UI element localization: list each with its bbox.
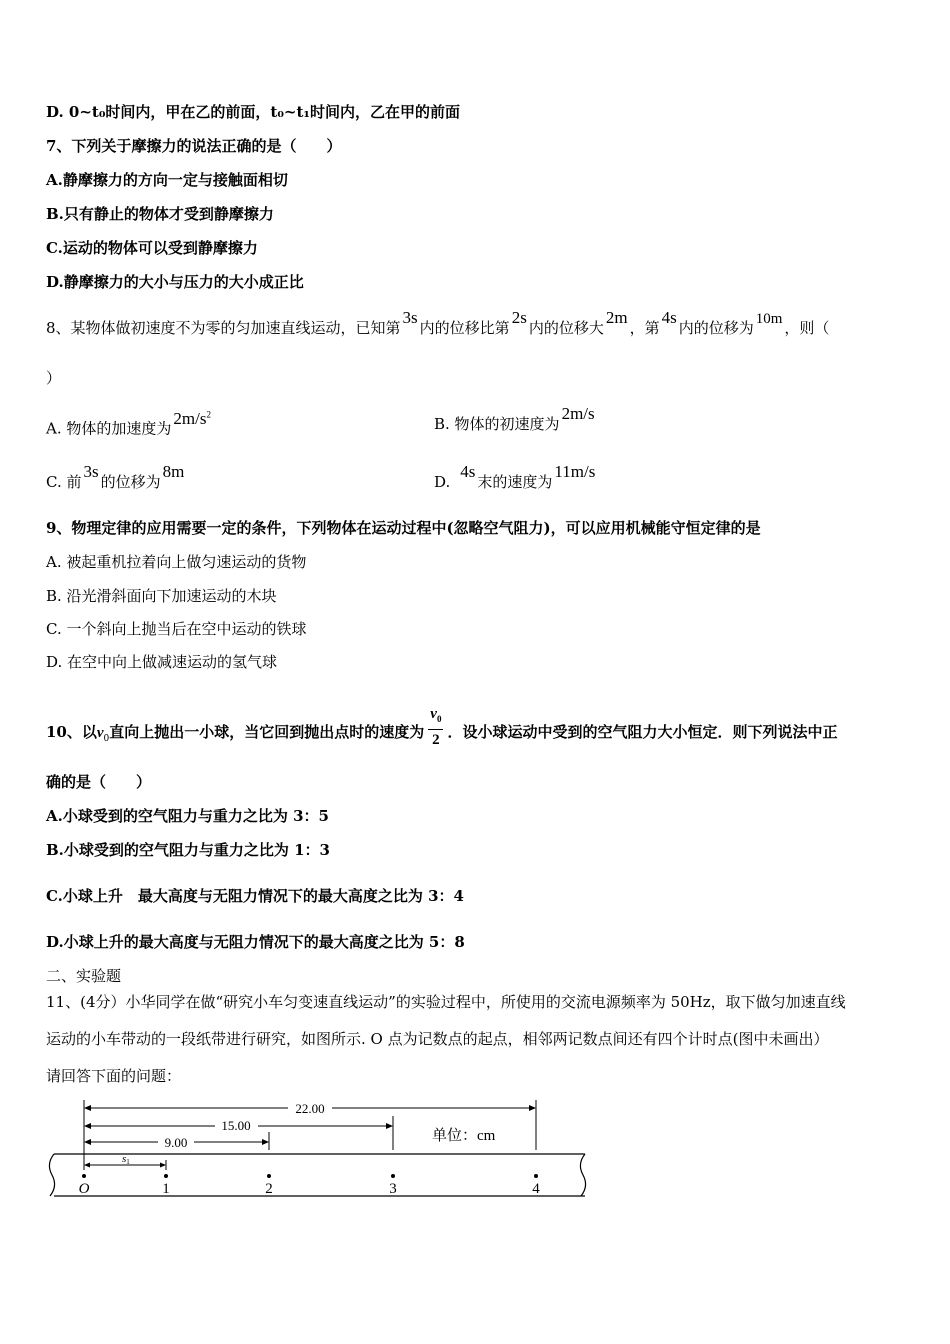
q9-option-b: B. 沿光滑斜面向下加速运动的木块 — [46, 587, 277, 605]
q10-option-b: B.小球受到的空气阻力与重力之比为 1：3 — [46, 841, 330, 859]
label-o: O — [78, 1181, 90, 1197]
q7-stem: 7、下列关于摩擦力的说法正确的是（ ） — [46, 137, 342, 155]
s1-label: s1 — [122, 1153, 130, 1166]
q9-option-a: A. 被起重机拉着向上做匀速运动的货物 — [46, 553, 307, 571]
q10-option-d: D.小球上升的最大高度与无阻力情况下的最大高度之比为 5：8 — [46, 933, 465, 951]
q10-option-a: A.小球受到的空气阻力与重力之比为 3：5 — [46, 807, 329, 825]
label-1: 1 — [162, 1181, 170, 1197]
q8-option-a: A. 物体的加速度为$2m/s^2$ — [46, 408, 211, 438]
label-3: 3 — [389, 1181, 397, 1197]
point-1 — [164, 1174, 168, 1178]
tape-right-tear — [580, 1154, 585, 1196]
q11-line-3: 请回答下面的问题： — [46, 1067, 182, 1085]
point-2 — [267, 1174, 271, 1178]
q8-stem: 8、某物体做初速度不为零的匀加速直线运动，已知第3s内的位移比第2s内的位移大2m，第4s内的位移为 10m ，则（ — [46, 308, 830, 337]
q6-option-d: D. 0~t₀时间内，甲在乙的前面，t₀~t₁时间内，乙在甲的前面 — [46, 103, 460, 121]
q10-option-c: C.小球上升 最大高度与无阻力情况下的最大高度之比为 3：4 — [46, 887, 464, 905]
q10-stem-end: 确的是（ ） — [46, 773, 152, 791]
q10-stem: 10、以$v_0$直向上抛出一小球，当它回到抛出点时的速度为 $\frac{v_0}{2}$ ．设小球运动中受到的空气阻力大小恒定．则下列说法中正 — [46, 706, 838, 748]
point-3 — [391, 1174, 395, 1178]
label-4: 4 — [532, 1181, 540, 1197]
q7-option-d: D.静摩擦力的大小与压力的大小成正比 — [46, 273, 304, 291]
dim-22-label: 22.00 — [295, 1101, 325, 1116]
v0-over-2-fraction: $\frac{v_0}{2}$ — [430, 706, 442, 748]
q11-line-1: 11、(4分）小华同学在做“研究小车匀变速直线运动”的实验过程中，所使用的交流电源频率为 50Hz，取下做匀加速直线 — [46, 993, 846, 1011]
tape-left-tear — [49, 1154, 54, 1196]
q7-option-c: C.运动的物体可以受到静摩擦力 — [46, 239, 258, 257]
paper-tape-figure — [40, 1092, 640, 1202]
dim-9-label: 9.00 — [164, 1135, 188, 1150]
point-4 — [534, 1174, 538, 1178]
q8-option-b: B. 物体的初速度为2m/s — [434, 404, 595, 433]
q8-option-d: D.4s末的速度为11m/s — [434, 462, 596, 491]
q9-option-c: C. 一个斜向上抛当后在空中运动的铁球 — [46, 620, 307, 638]
section-heading: 二、实验题 — [46, 967, 122, 985]
unit-label: 单位：cm — [432, 1128, 496, 1144]
q11-line-2: 运动的小车带动的一段纸带进行研究，如图所示. O 点为记数点的起点，相邻两记数点间还有四个计时点(图中未画出） — [46, 1030, 829, 1048]
dim-15-label: 15.00 — [221, 1118, 251, 1133]
q8-option-c: C. 前3s的位移为8m — [46, 462, 185, 491]
point-o — [82, 1174, 86, 1178]
q9-stem: 9、物理定律的应用需要一定的条件，下列物体在运动过程中(忽略空气阻力)，可以应用机械能守恒定律的是 — [46, 519, 761, 537]
q7-option-b: B.只有静止的物体才受到静摩擦力 — [46, 205, 274, 223]
q7-option-a: A.静摩擦力的方向一定与接触面相切 — [46, 171, 288, 189]
q9-option-d: D. 在空中向上做减速运动的氢气球 — [46, 653, 278, 671]
label-2: 2 — [265, 1181, 273, 1197]
q8-stem-end: ） — [46, 369, 62, 387]
